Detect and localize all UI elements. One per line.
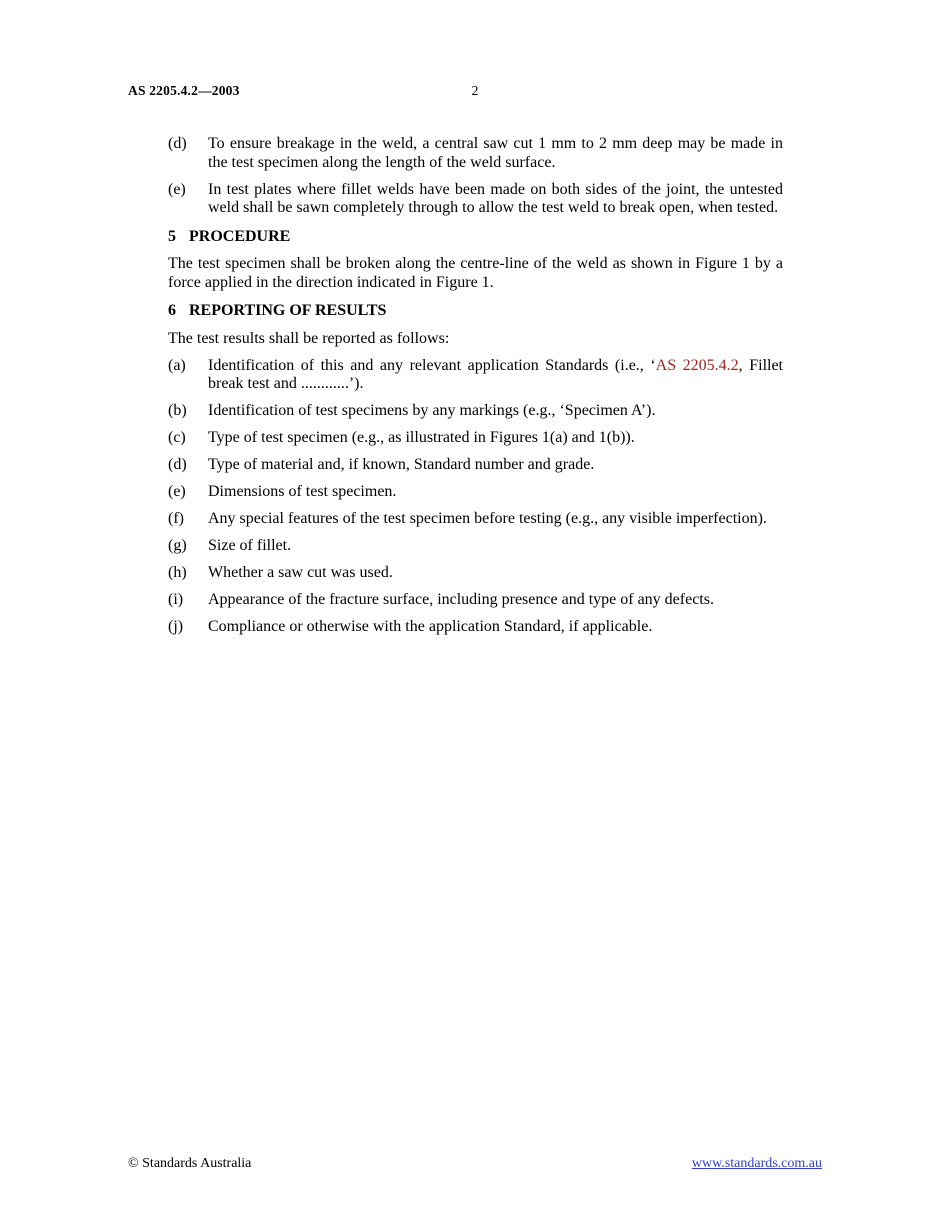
list-item-text: Type of material and, if known, Standard number and grade.: [208, 456, 595, 473]
list-item-text: Dimensions of test specimen.: [208, 483, 397, 500]
list-item-text: To ensure breakage in the weld, a central saw cut 1 mm to 2 mm deep may be made in the test specimen along the length of the weld surface.: [208, 135, 783, 171]
list-item: [168, 618, 783, 637]
list-item-label: (i): [168, 591, 184, 608]
list-item-label: (c): [168, 429, 186, 446]
list-item: [168, 429, 783, 448]
list-item: [168, 402, 783, 421]
list-item-text: [208, 357, 783, 394]
list-item: [168, 591, 783, 610]
list-item: [168, 357, 783, 394]
list-item-label: (e): [168, 180, 186, 198]
list-item-text: Whether a saw cut was used.: [208, 564, 393, 581]
list-item-label: (a): [168, 356, 186, 374]
page-footer: [128, 1156, 822, 1174]
list-item: [168, 456, 783, 475]
page-header: [128, 83, 822, 101]
list-item-text: Any special features of the test specimen before testing (e.g., any visible imperfection).: [208, 510, 767, 527]
list-item: [168, 181, 783, 218]
list-item-label: (h): [168, 564, 187, 581]
list-item-label: (d): [168, 135, 187, 152]
section-heading-reporting: [168, 302, 783, 321]
list-item-label: (f): [168, 510, 184, 527]
list-item-text-before: Identification of this and any relevant application Standards (i.e., ‘: [208, 356, 656, 374]
document-number: AS 2205.4.2—2003: [128, 83, 240, 98]
list-item-text: Type of test specimen (e.g., as illustrated in Figures 1(a) and 1(b)).: [208, 429, 635, 446]
reporting-intro: The test results shall be reported as follows:: [168, 329, 450, 347]
list-item-label: (e): [168, 483, 186, 500]
copyright-notice: © Standards Australia: [128, 1156, 252, 1171]
section-title: PROCEDURE: [189, 227, 291, 245]
document-body: [168, 135, 783, 645]
section-number: 6: [168, 302, 176, 319]
section-heading-procedure: [168, 228, 783, 247]
list-item-label: (j): [168, 618, 184, 635]
standard-reference-link[interactable]: AS 2205.4.2: [655, 356, 739, 374]
list-item-label: (d): [168, 456, 187, 473]
list-item: [168, 483, 783, 502]
section-title: REPORTING OF RESULTS: [189, 302, 387, 319]
list-item: [168, 510, 783, 529]
page-number: 2: [471, 83, 479, 98]
list-item-text: Size of fillet.: [208, 537, 292, 554]
procedure-paragraph: The test specimen shall be broken along the centre-line of the weld as shown in Figure 1 by a force applied in the direction indicated in Figure 1.: [168, 255, 783, 291]
list-item-text: In test plates where fillet welds have been made on both sides of the joint, the untested weld shall be sawn completely through to allow the test weld to break open, when tested.: [208, 180, 783, 216]
section-number: 5: [168, 227, 176, 245]
list-item: [168, 537, 783, 556]
list-item-label: (b): [168, 402, 187, 419]
website-link[interactable]: www.standards.com.au: [691, 1156, 822, 1171]
list-item: [168, 135, 783, 172]
list-item: [168, 564, 783, 583]
list-item-text-after: , Fillet break test and ............’).: [208, 356, 783, 392]
list-item-text: Appearance of the fracture surface, including presence and type of any defects.: [208, 591, 714, 608]
list-item-text: Identification of test specimens by any markings (e.g., ‘Specimen A’).: [208, 402, 656, 419]
list-item-label: (g): [168, 537, 187, 554]
list-item-text: Compliance or otherwise with the application Standard, if applicable.: [208, 618, 653, 635]
